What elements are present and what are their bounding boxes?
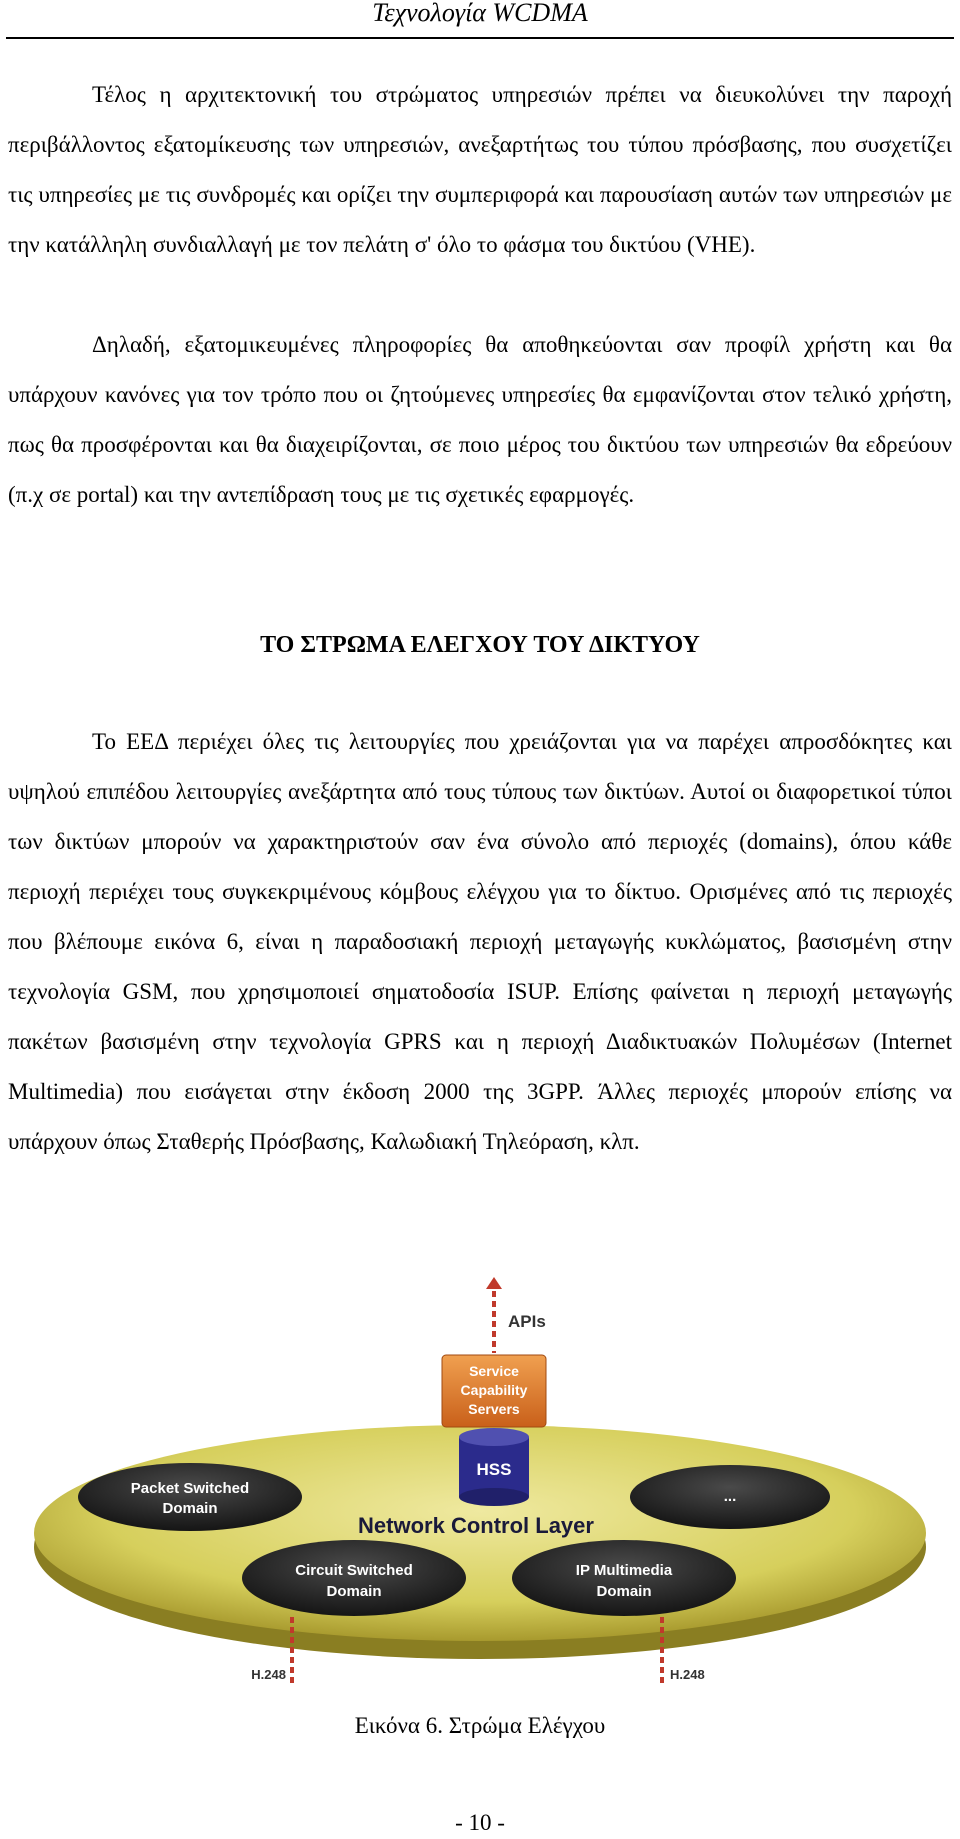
scs-label-line3: Servers xyxy=(468,1401,520,1417)
apis-label: APIs xyxy=(508,1312,546,1331)
scs-label-line1: Service xyxy=(469,1363,519,1379)
paragraph-2: Δηλαδή, εξατομικευμένες πληροφορίες θα αποθηκεύονται σαν προφίλ χρήστη και θα υπάρχουν κανόνες για τον τρόπο που οι ζητούμενες υπηρεσίες θα εμφανίζονται στον τελικό χρήστη, πως θα προσφέρονται και θα διαχειρίζονται, σε ποιο μέρος του δικτύου των υπηρεσιών θα εδρεύουν (π.χ σε portal) και την αντεπίδραση τους με τις σχετικές εφαρμογές. xyxy=(8,332,952,507)
header-title: Τεχνολογία WCDMA xyxy=(372,0,588,27)
ps-label-line2: Domain xyxy=(162,1500,218,1517)
ps-label-line1: Packet Switched xyxy=(130,1480,250,1497)
section-heading-text: ΤΟ ΣΤΡΩΜΑ ΕΛΕΓΧΟΥ ΤΟΥ ΔΙΚΤΥΟΥ xyxy=(260,632,700,658)
figure-diagram xyxy=(6,1275,955,1693)
header-rule xyxy=(6,37,954,39)
cs-label-line1: Circuit Switched xyxy=(295,1562,413,1579)
h248-left-label: H.248 xyxy=(251,1667,286,1682)
cs-label-line2: Domain xyxy=(326,1583,382,1600)
ip-label-line1: IP Multimedia xyxy=(575,1562,673,1579)
paragraph-1: Τέλος η αρχιτεκτονική του στρώματος υπηρεσιών πρέπει να διευκολύνει την παροχή περιβάλλοντος εξατομίκευσης των υπηρεσιών, ανεξαρτήτως του τύπου πρόσβασης, που συσχετίζει τις υπηρεσίες με τις συνδρομές και ορίζει την συμπεριφορά και παρουσίαση αυτών των υπηρεσιών με την κατάλληλη συνδιαλλαγή με τον πελάτη σ' όλο το φάσμα του δικτύου (VHE). xyxy=(8,82,952,257)
h248-right-label: H.248 xyxy=(670,1667,705,1682)
section-heading xyxy=(0,620,960,670)
hss-cylinder-top xyxy=(459,1428,529,1446)
network-control-layer-label: Network Control Layer xyxy=(358,1513,594,1538)
packet-switched-domain-disc xyxy=(78,1463,302,1531)
hss-cylinder-bottom xyxy=(459,1488,529,1506)
ip-label-line2: Domain xyxy=(596,1583,652,1600)
hss-label: HSS xyxy=(476,1460,512,1479)
paragraph-3: Το ΕΕΔ περιέχει όλες τις λειτουργίες που χρειάζονται για να παρέχει απροσδόκητες και υψηλού επιπέδου λειτουργίες ανεξάρτητα από τους τύπους των δικτύων. Αυτοί οι διαφορετικοί τύποι των δικτύων μπορούν να χαρακτηριστούν σαν ένα σύνολο από περιοχές (domains), όπου κάθε περιοχή περιέχει τους συγκεκριμένους κόμβους ελέγχου για το δίκτυο. Ορισμένες από τις περιοχές που βλέπουμε εικόνα 6, είναι η παραδοσιακή περιοχή μεταγωγής κυκλώματος, βασισμένη στην τεχνολογία GSM, που χρησιμοποιεί σηματοδοσία ISUP. Επίσης φαίνεται η περιοχή μεταγωγής πακέτων βασισμένη στην τεχνολογία GPRS και η περιοχή Διαδικτυακών Πολυμέσων (Internet Multimedia) που εισάγεται στην έκδοση 2000 της 3GPP. Άλλες περιοχές μπορούν επίσης να υπάρχουν όπως Σταθερής Πρόσβασης, Καλωδιακή Τηλεόραση, κλπ. xyxy=(8,729,952,1154)
scs-label-line2: Capability xyxy=(460,1382,528,1398)
apis-arrow-head xyxy=(486,1277,502,1289)
other-domain-label: ... xyxy=(723,1488,737,1505)
figure-caption: Εικόνα 6. Στρώμα Ελέγχου xyxy=(354,1713,606,1738)
page-number: - 10 - xyxy=(455,1810,505,1835)
network-control-layer-figure xyxy=(6,1275,955,1693)
page-header xyxy=(0,0,960,40)
